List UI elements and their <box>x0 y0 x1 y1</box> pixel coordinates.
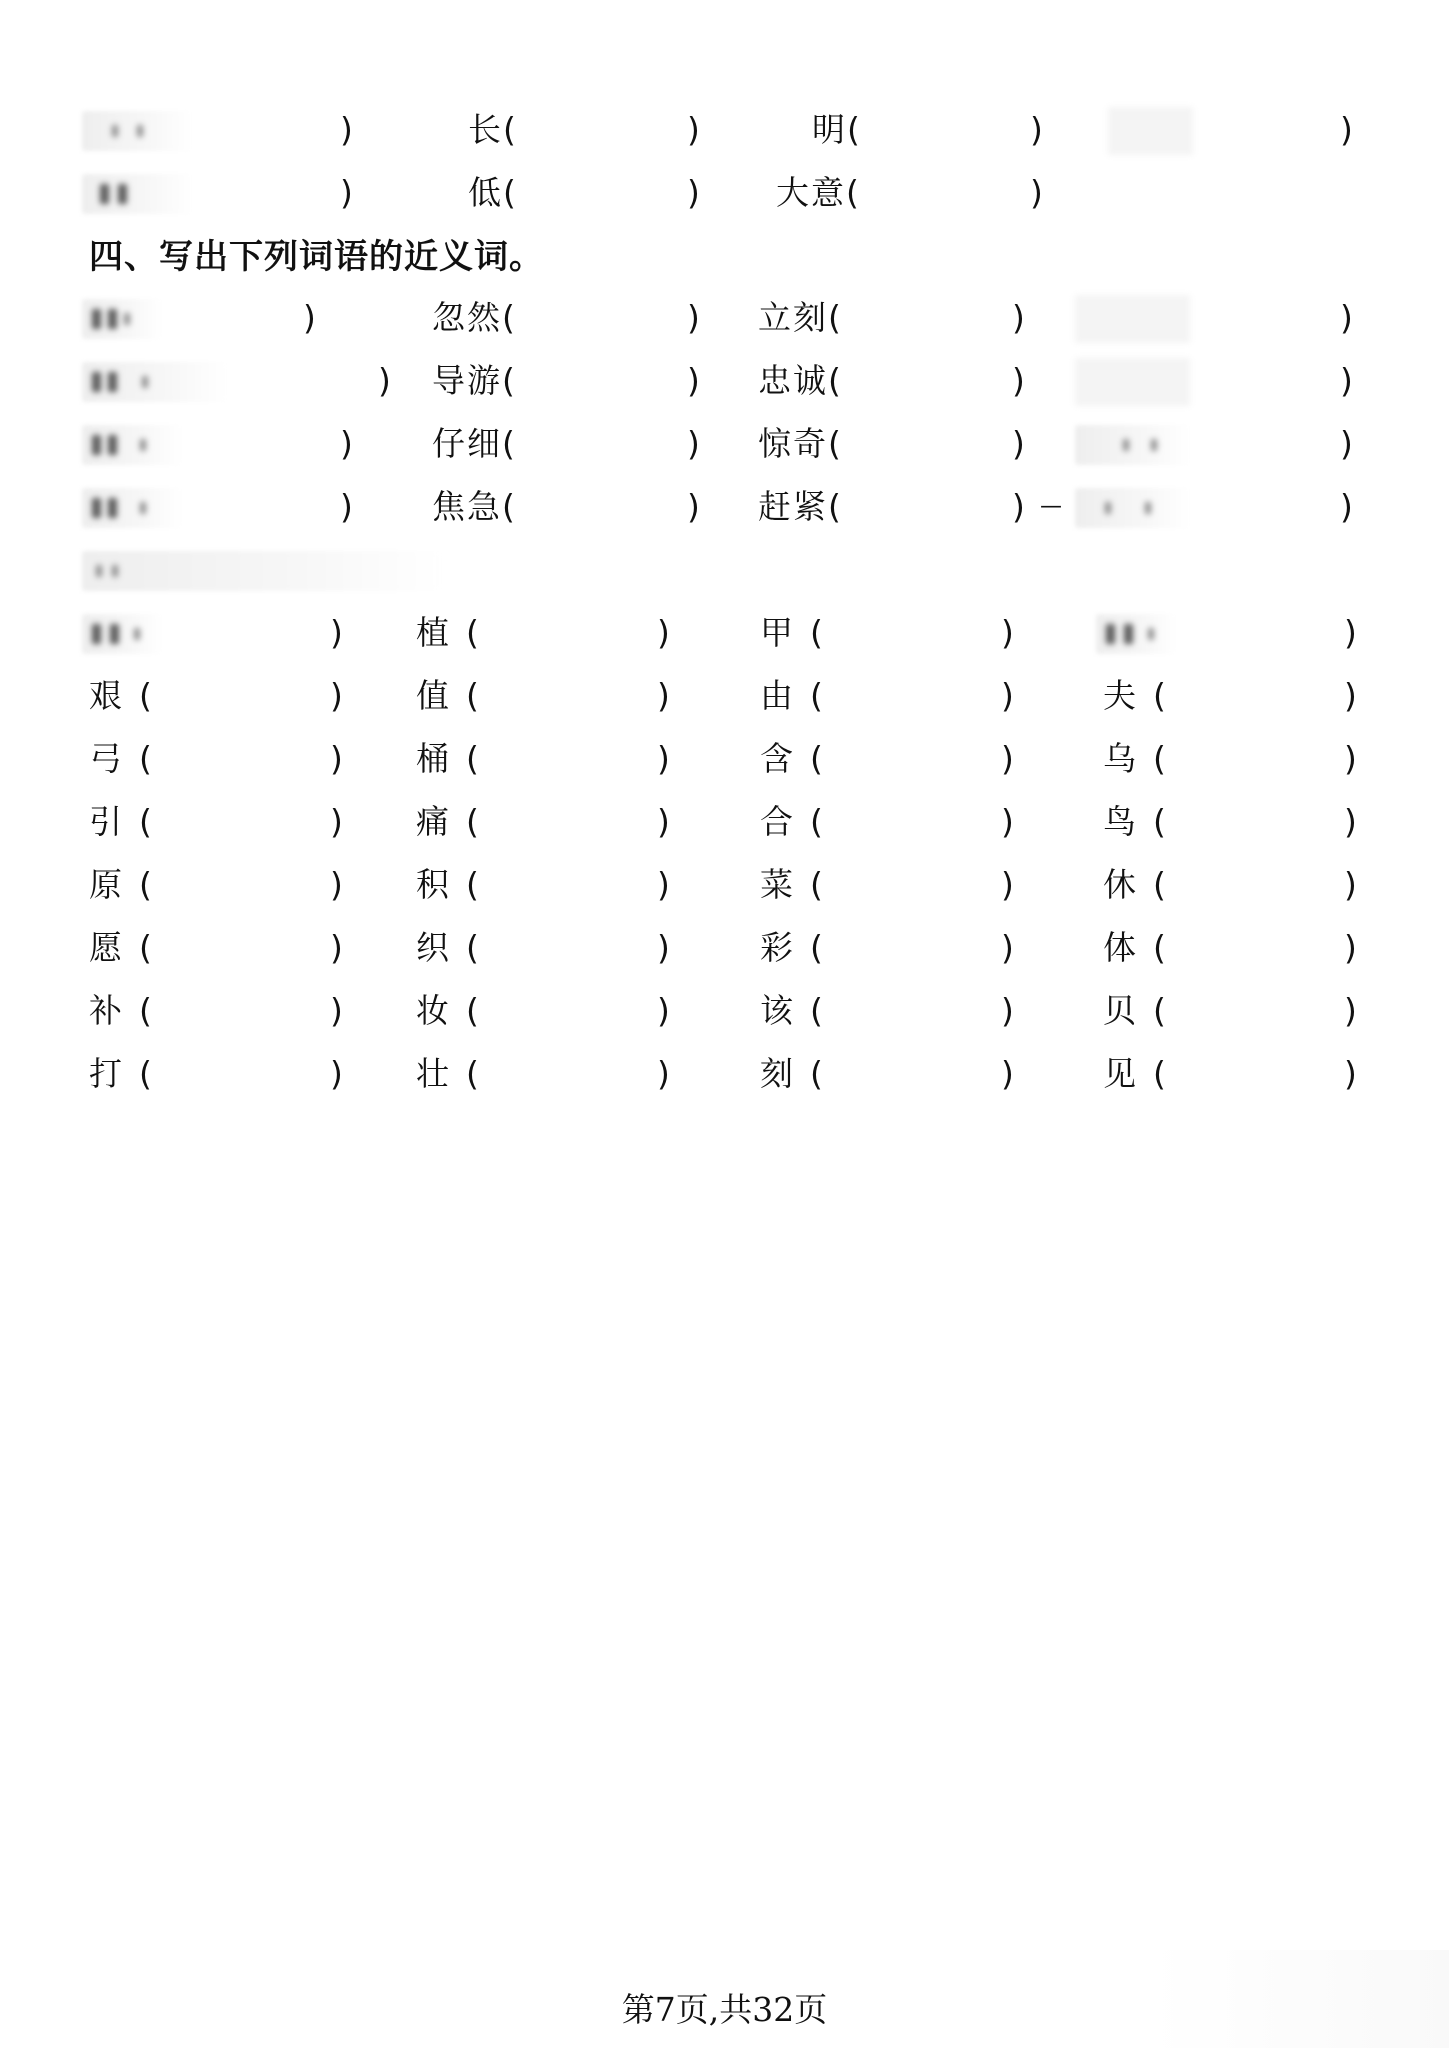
close-paren: ) <box>687 487 700 526</box>
grid-character: 补 <box>89 991 124 1030</box>
open-paren: ( <box>810 928 823 967</box>
grid-character: 植 <box>416 613 451 652</box>
close-paren: ) <box>657 613 670 652</box>
grid-character: 体 <box>1103 928 1138 967</box>
close-paren: ) <box>687 110 700 149</box>
open-paren: ( <box>810 1054 823 1093</box>
grid-character: 愿 <box>89 928 124 967</box>
close-paren: ) <box>1001 928 1014 967</box>
synonym-row-3 <box>0 419 1449 469</box>
close-paren: ) <box>657 739 670 778</box>
close-paren: ) <box>687 173 700 212</box>
close-paren: ) <box>378 361 391 400</box>
redacted-region <box>1075 358 1190 406</box>
open-paren: ( <box>1153 802 1166 841</box>
grid-character: 甲 <box>760 613 795 652</box>
open-paren: ( <box>139 739 152 778</box>
close-paren: ) <box>657 1054 670 1093</box>
top-row-2 <box>0 168 1449 218</box>
open-paren: ( <box>810 802 823 841</box>
word-label: 焦急( <box>432 487 517 526</box>
char-row <box>0 608 1449 658</box>
grid-character: 原 <box>89 865 124 904</box>
word-label: 忽然( <box>432 298 517 337</box>
close-paren: ) <box>1344 865 1357 904</box>
redacted-region <box>1075 295 1190 343</box>
grid-character: 引 <box>89 802 124 841</box>
word-label: 仔细( <box>432 424 517 463</box>
word-label: 忠诚( <box>758 361 843 400</box>
open-paren: ( <box>139 676 152 715</box>
word-label: 明( <box>812 110 862 149</box>
synonym-row-1 <box>0 293 1449 343</box>
section-heading: 四、写出下列词语的近义词。 <box>89 237 544 277</box>
close-paren: ) <box>657 802 670 841</box>
close-paren: ) <box>1344 739 1357 778</box>
grid-character: 打 <box>89 1054 124 1093</box>
grid-character: 彩 <box>760 928 795 967</box>
redacted-region <box>82 614 162 654</box>
close-paren: ) <box>1340 424 1353 463</box>
close-paren: ) <box>687 424 700 463</box>
top-row-1 <box>0 105 1449 155</box>
close-paren: ) <box>330 613 343 652</box>
open-paren: ( <box>810 613 823 652</box>
close-paren: ) <box>1001 676 1014 715</box>
redacted-region <box>1075 488 1190 528</box>
close-paren: ) <box>340 487 353 526</box>
close-paren: ) <box>1012 424 1025 463</box>
grid-character: 含 <box>760 739 795 778</box>
close-paren: ) <box>1001 613 1014 652</box>
open-paren: ( <box>466 802 479 841</box>
close-paren: ) <box>1001 991 1014 1030</box>
open-paren: ( <box>466 1054 479 1093</box>
close-paren: ) <box>1340 110 1353 149</box>
open-paren: ( <box>810 865 823 904</box>
grid-character: 夫 <box>1103 676 1138 715</box>
synonym-row-2 <box>0 356 1449 406</box>
open-paren: ( <box>466 928 479 967</box>
word-label: 惊奇( <box>758 424 843 463</box>
redacted-region <box>82 299 162 339</box>
close-paren: ) <box>687 298 700 337</box>
char-row <box>0 797 1449 847</box>
open-paren: ( <box>1153 739 1166 778</box>
word-label: 长( <box>468 110 518 149</box>
close-paren: ) <box>1012 298 1025 337</box>
close-paren: ) <box>330 928 343 967</box>
redacted-region <box>82 362 227 402</box>
open-paren: ( <box>466 739 479 778</box>
grid-character: 乌 <box>1103 739 1138 778</box>
grid-character: 刻 <box>760 1054 795 1093</box>
redacted-heading-row <box>0 545 1449 595</box>
grid-character: 桶 <box>416 739 451 778</box>
open-paren: ( <box>1153 1054 1166 1093</box>
close-paren: ) <box>1344 928 1357 967</box>
grid-character: 该 <box>760 991 795 1030</box>
redacted-region <box>1075 425 1190 465</box>
redacted-region <box>1108 107 1193 155</box>
grid-character: 痛 <box>416 802 451 841</box>
char-row <box>0 860 1449 910</box>
open-paren: ( <box>466 613 479 652</box>
stray-dash: — <box>1040 494 1062 519</box>
open-paren: ( <box>139 802 152 841</box>
close-paren: ) <box>1344 1054 1357 1093</box>
grid-character: 由 <box>760 676 795 715</box>
close-paren: ) <box>657 676 670 715</box>
close-paren: ) <box>330 1054 343 1093</box>
grid-character: 妆 <box>416 991 451 1030</box>
close-paren: ) <box>687 361 700 400</box>
close-paren: ) <box>1001 739 1014 778</box>
redacted-region <box>82 111 192 151</box>
redacted-region <box>82 174 192 214</box>
close-paren: ) <box>657 928 670 967</box>
grid-character: 壮 <box>416 1054 451 1093</box>
open-paren: ( <box>139 865 152 904</box>
open-paren: ( <box>1153 676 1166 715</box>
word-label: 立刻( <box>758 298 843 337</box>
char-row <box>0 986 1449 1036</box>
close-paren: ) <box>1012 487 1025 526</box>
open-paren: ( <box>810 676 823 715</box>
close-paren: ) <box>330 865 343 904</box>
open-paren: ( <box>139 1054 152 1093</box>
open-paren: ( <box>466 676 479 715</box>
open-paren: ( <box>810 739 823 778</box>
close-paren: ) <box>1344 613 1357 652</box>
redacted-region <box>1096 614 1176 654</box>
redacted-region <box>82 425 182 465</box>
grid-character: 菜 <box>760 865 795 904</box>
close-paren: ) <box>330 739 343 778</box>
close-paren: ) <box>1001 865 1014 904</box>
char-row <box>0 671 1449 721</box>
char-row <box>0 734 1449 784</box>
close-paren: ) <box>330 676 343 715</box>
close-paren: ) <box>1344 991 1357 1030</box>
close-paren: ) <box>340 173 353 212</box>
grid-character: 见 <box>1103 1054 1138 1093</box>
close-paren: ) <box>1340 361 1353 400</box>
redacted-region <box>82 488 182 528</box>
grid-character: 休 <box>1103 865 1138 904</box>
grid-character: 弓 <box>89 739 124 778</box>
synonym-row-4 <box>0 482 1449 532</box>
close-paren: ) <box>1030 173 1043 212</box>
open-paren: ( <box>810 991 823 1030</box>
close-paren: ) <box>657 991 670 1030</box>
close-paren: ) <box>1001 802 1014 841</box>
word-label: 赶紧( <box>758 487 843 526</box>
word-label: 导游( <box>432 361 517 400</box>
grid-character: 合 <box>760 802 795 841</box>
page-number: 第7页,共32页 <box>621 1990 828 2029</box>
close-paren: ) <box>1344 676 1357 715</box>
grid-character: 鸟 <box>1103 802 1138 841</box>
grid-character: 贝 <box>1103 991 1138 1030</box>
close-paren: ) <box>1340 298 1353 337</box>
close-paren: ) <box>340 110 353 149</box>
open-paren: ( <box>466 865 479 904</box>
char-row <box>0 923 1449 973</box>
open-paren: ( <box>466 991 479 1030</box>
grid-character: 艰 <box>89 676 124 715</box>
grid-character: 值 <box>416 676 451 715</box>
open-paren: ( <box>139 928 152 967</box>
redacted-region <box>82 551 442 591</box>
open-paren: ( <box>1153 928 1166 967</box>
close-paren: ) <box>1012 361 1025 400</box>
close-paren: ) <box>303 298 316 337</box>
open-paren: ( <box>1153 991 1166 1030</box>
char-row <box>0 1049 1449 1099</box>
close-paren: ) <box>330 991 343 1030</box>
open-paren: ( <box>1153 865 1166 904</box>
close-paren: ) <box>1344 802 1357 841</box>
grid-character: 积 <box>416 865 451 904</box>
close-paren: ) <box>340 424 353 463</box>
close-paren: ) <box>657 865 670 904</box>
close-paren: ) <box>330 802 343 841</box>
grid-character: 织 <box>416 928 451 967</box>
close-paren: ) <box>1030 110 1043 149</box>
close-paren: ) <box>1340 487 1353 526</box>
word-label: 低( <box>468 173 518 212</box>
close-paren: ) <box>1001 1054 1014 1093</box>
word-label: 大意( <box>776 173 861 212</box>
open-paren: ( <box>139 991 152 1030</box>
